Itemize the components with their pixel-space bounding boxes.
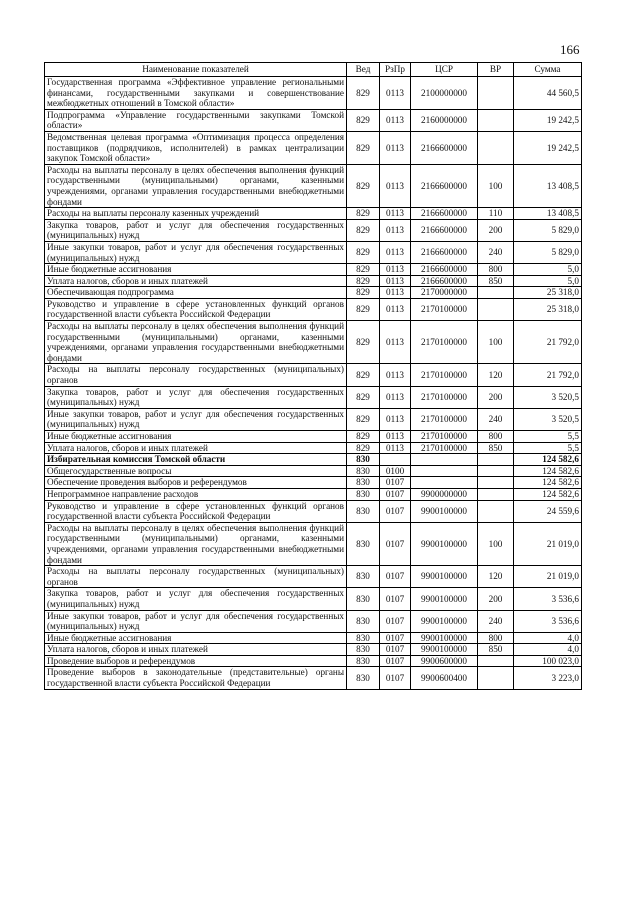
cell-rzpr: 0113 [380,208,411,220]
budget-table [44,62,582,690]
cell-sum: 19 242,5 [514,131,582,164]
cell-rzpr: 0113 [380,131,411,164]
table-row [45,610,582,632]
cell-rzpr: 0113 [380,109,411,131]
cell-name: Непрограммное направление расходов [45,488,347,500]
cell-rzpr: 0113 [380,442,411,454]
cell-csr: 2170100000 [411,321,478,364]
cell-vr [478,655,514,667]
cell-vr [478,298,514,320]
page-number: 166 [560,42,580,57]
cell-rzpr: 0107 [380,610,411,632]
cell-name: Руководство и управление в сфере установленных функций органов государственной власти субъекта Российской Федерации [45,500,347,522]
cell-ved: 830 [347,488,380,500]
cell-sum: 5,5 [514,431,582,443]
cell-sum: 25 318,0 [514,287,582,299]
cell-vr: 240 [478,241,514,263]
cell-ved: 829 [347,408,380,430]
cell-name: Подпрограмма «Управление государственными закупками Томской области» [45,109,347,131]
table-body [45,77,582,690]
cell-ved: 829 [347,208,380,220]
cell-ved: 829 [347,431,380,443]
cell-ved: 830 [347,632,380,644]
cell-name: Иные бюджетные ассигнования [45,264,347,276]
cell-csr: 2166600000 [411,219,478,241]
cell-csr: 2170100000 [411,431,478,443]
cell-rzpr: 0107 [380,632,411,644]
cell-vr: 110 [478,208,514,220]
table-row [45,109,582,131]
cell-rzpr: 0113 [380,298,411,320]
cell-name: Иные закупки товаров, работ и услуг для обеспечения государственных (муниципальных) нужд [45,408,347,430]
cell-sum: 13 408,5 [514,164,582,207]
table-row [45,131,582,164]
cell-ved: 829 [347,77,380,110]
cell-name: Иные бюджетные ассигнования [45,632,347,644]
cell-ved: 829 [347,275,380,287]
cell-ved: 830 [347,465,380,477]
cell-rzpr: 0113 [380,241,411,263]
cell-vr [478,465,514,477]
cell-sum: 19 242,5 [514,109,582,131]
cell-name: Избирательная комиссия Томской области [45,454,347,466]
table-row [45,488,582,500]
cell-rzpr: 0113 [380,275,411,287]
cell-csr: 9900100000 [411,632,478,644]
cell-vr [478,454,514,466]
cell-vr: 240 [478,610,514,632]
cell-sum: 21 792,0 [514,321,582,364]
table-row [45,500,582,522]
cell-name: Проведение выборов и референдумов [45,655,347,667]
cell-csr: 2100000000 [411,77,478,110]
cell-ved: 829 [347,321,380,364]
table-row [45,431,582,443]
cell-ved: 829 [347,109,380,131]
cell-sum: 21 792,0 [514,364,582,386]
cell-rzpr: 0113 [380,321,411,364]
cell-csr: 9900100000 [411,588,478,610]
cell-rzpr: 0107 [380,500,411,522]
cell-name: Иные закупки товаров, работ и услуг для обеспечения государственных (муниципальных) нужд [45,241,347,263]
cell-sum: 5,0 [514,264,582,276]
cell-csr [411,465,478,477]
cell-ved: 829 [347,442,380,454]
cell-vr: 200 [478,386,514,408]
cell-ved: 830 [347,522,380,565]
table-row [45,667,582,689]
cell-vr: 800 [478,431,514,443]
table-row [45,408,582,430]
cell-name: Расходы на выплаты персоналу в целях обеспечения выполнения функций государственными (муниципальными) органами, казенными учреждениями, органами управления государственными внебюджетными фондами [45,522,347,565]
cell-rzpr: 0107 [380,488,411,500]
table-row [45,287,582,299]
cell-rzpr: 0113 [380,219,411,241]
cell-name: Иные закупки товаров, работ и услуг для обеспечения государственных (муниципальных) нужд [45,610,347,632]
table-row [45,386,582,408]
cell-csr: 9900100000 [411,522,478,565]
cell-vr: 120 [478,364,514,386]
cell-vr: 120 [478,566,514,588]
cell-sum: 24 559,6 [514,500,582,522]
cell-ved: 829 [347,386,380,408]
cell-sum: 4,0 [514,632,582,644]
header-rzpr: РзПр [380,63,411,77]
cell-name: Уплата налогов, сборов и иных платежей [45,644,347,656]
cell-ved: 829 [347,287,380,299]
cell-name: Иные бюджетные ассигнования [45,431,347,443]
cell-ved: 830 [347,477,380,489]
header-sum: Сумма [514,63,582,77]
cell-rzpr: 0113 [380,364,411,386]
cell-csr: 9900100000 [411,566,478,588]
cell-name: Ведомственная целевая программа «Оптимизация процесса определения поставщиков (подрядчиков, исполнителей) в рамках централизации закупок Томской области» [45,131,347,164]
cell-ved: 829 [347,164,380,207]
table-row [45,364,582,386]
cell-name: Расходы на выплаты персоналу казенных учреждений [45,208,347,220]
table-row [45,77,582,110]
cell-sum: 100 023,0 [514,655,582,667]
cell-rzpr: 0113 [380,287,411,299]
cell-name: Руководство и управление в сфере установленных функций органов государственной власти субъекта Российской Федерации [45,298,347,320]
cell-csr: 2170100000 [411,408,478,430]
table-row [45,588,582,610]
cell-ved: 830 [347,500,380,522]
header-ved: Вед [347,63,380,77]
cell-ved: 830 [347,454,380,466]
cell-ved: 829 [347,264,380,276]
cell-rzpr: 0113 [380,386,411,408]
cell-csr [411,454,478,466]
cell-csr [411,477,478,489]
cell-name: Расходы на выплаты персоналу в целях обеспечения выполнения функций государственными (муниципальными) органами, казенными учреждениями, органами управления государственными внебюджетными фондами [45,164,347,207]
cell-vr [478,500,514,522]
cell-sum: 21 019,0 [514,522,582,565]
table-row [45,275,582,287]
cell-vr: 100 [478,321,514,364]
table-row [45,264,582,276]
table-row [45,164,582,207]
table-row [45,241,582,263]
cell-name: Обеспечивающая подпрограмма [45,287,347,299]
table-row [45,465,582,477]
table-row [45,321,582,364]
cell-ved: 830 [347,667,380,689]
cell-csr: 2166600000 [411,131,478,164]
cell-name: Закупка товаров, работ и услуг для обеспечения государственных (муниципальных) нужд [45,219,347,241]
table-row [45,655,582,667]
cell-rzpr: 0107 [380,477,411,489]
cell-sum: 124 582,6 [514,465,582,477]
cell-rzpr: 0107 [380,655,411,667]
table-row [45,208,582,220]
table-row [45,454,582,466]
cell-sum: 124 582,6 [514,454,582,466]
cell-name: Государственная программа «Эффективное управление региональными финансами, государственными закупками и совершенствование межбюджетных отношений в Томской области» [45,77,347,110]
cell-sum: 124 582,6 [514,477,582,489]
cell-sum: 5,5 [514,442,582,454]
cell-vr [478,488,514,500]
cell-vr [478,109,514,131]
cell-ved: 830 [347,610,380,632]
cell-name: Расходы на выплаты персоналу государственных (муниципальных) органов [45,566,347,588]
cell-sum: 5 829,0 [514,219,582,241]
cell-sum: 3 536,6 [514,610,582,632]
cell-sum: 5,0 [514,275,582,287]
table-row [45,298,582,320]
cell-name: Закупка товаров, работ и услуг для обеспечения государственных (муниципальных) нужд [45,588,347,610]
cell-name: Уплата налогов, сборов и иных платежей [45,442,347,454]
cell-sum: 3 223,0 [514,667,582,689]
cell-csr: 2166600000 [411,264,478,276]
cell-vr: 800 [478,632,514,644]
cell-csr: 9900600000 [411,655,478,667]
table-row [45,477,582,489]
cell-csr: 2166600000 [411,241,478,263]
cell-sum: 124 582,6 [514,488,582,500]
cell-csr: 9900000000 [411,488,478,500]
cell-vr: 200 [478,219,514,241]
cell-vr [478,477,514,489]
cell-sum: 4,0 [514,644,582,656]
table-row [45,644,582,656]
cell-csr: 9900100000 [411,644,478,656]
cell-vr: 100 [478,164,514,207]
table-row [45,219,582,241]
cell-vr: 800 [478,264,514,276]
cell-rzpr: 0107 [380,644,411,656]
cell-sum: 3 520,5 [514,408,582,430]
cell-vr: 850 [478,275,514,287]
cell-rzpr: 0107 [380,588,411,610]
cell-sum: 13 408,5 [514,208,582,220]
cell-sum: 25 318,0 [514,298,582,320]
cell-name: Обеспечение проведения выборов и референдумов [45,477,347,489]
cell-ved: 829 [347,298,380,320]
cell-rzpr: 0113 [380,77,411,110]
cell-name: Закупка товаров, работ и услуг для обеспечения государственных (муниципальных) нужд [45,386,347,408]
cell-ved: 830 [347,588,380,610]
cell-vr: 850 [478,644,514,656]
cell-sum: 44 560,5 [514,77,582,110]
cell-vr: 850 [478,442,514,454]
cell-vr: 240 [478,408,514,430]
cell-csr: 9900100000 [411,610,478,632]
cell-vr: 100 [478,522,514,565]
header-row [45,63,582,77]
cell-csr: 2166600000 [411,208,478,220]
cell-vr: 200 [478,588,514,610]
cell-csr: 2170000000 [411,287,478,299]
cell-rzpr: 0113 [380,264,411,276]
cell-rzpr: 0107 [380,522,411,565]
header-vr: ВР [478,63,514,77]
cell-csr: 2170100000 [411,364,478,386]
table-row [45,632,582,644]
cell-name: Расходы на выплаты персоналу государственных (муниципальных) органов [45,364,347,386]
cell-rzpr: 0113 [380,408,411,430]
cell-vr [478,131,514,164]
cell-csr: 9900600400 [411,667,478,689]
cell-vr [478,287,514,299]
cell-name: Уплата налогов, сборов и иных платежей [45,275,347,287]
cell-sum: 3 520,5 [514,386,582,408]
cell-csr: 2170100000 [411,386,478,408]
cell-vr [478,667,514,689]
cell-ved: 829 [347,364,380,386]
cell-rzpr: 0107 [380,566,411,588]
cell-ved: 830 [347,644,380,656]
cell-ved: 829 [347,219,380,241]
cell-rzpr [380,454,411,466]
cell-csr: 2160000000 [411,109,478,131]
table-row [45,522,582,565]
cell-ved: 830 [347,655,380,667]
cell-csr: 2166600000 [411,275,478,287]
cell-ved: 829 [347,241,380,263]
table-row [45,566,582,588]
cell-sum: 21 019,0 [514,566,582,588]
cell-rzpr: 0113 [380,164,411,207]
cell-csr: 2166600000 [411,164,478,207]
cell-rzpr: 0113 [380,431,411,443]
cell-ved: 830 [347,566,380,588]
cell-name: Расходы на выплаты персоналу в целях обеспечения выполнения функций государственными (муниципальными) органами, казенными учреждениями, органами управления государственными внебюджетными фондами [45,321,347,364]
cell-rzpr: 0100 [380,465,411,477]
cell-rzpr: 0107 [380,667,411,689]
cell-csr: 2170100000 [411,442,478,454]
cell-sum: 3 536,6 [514,588,582,610]
cell-name: Проведение выборов в законодательные (представительные) органы государственной власти субъекта Российской Федерации [45,667,347,689]
cell-sum: 5 829,0 [514,241,582,263]
cell-csr: 9900100000 [411,500,478,522]
cell-vr [478,77,514,110]
table-row [45,442,582,454]
cell-name: Общегосударственные вопросы [45,465,347,477]
cell-csr: 2170100000 [411,298,478,320]
header-name: Наименование показателей [45,63,347,77]
cell-ved: 829 [347,131,380,164]
header-csr: ЦСР [411,63,478,77]
